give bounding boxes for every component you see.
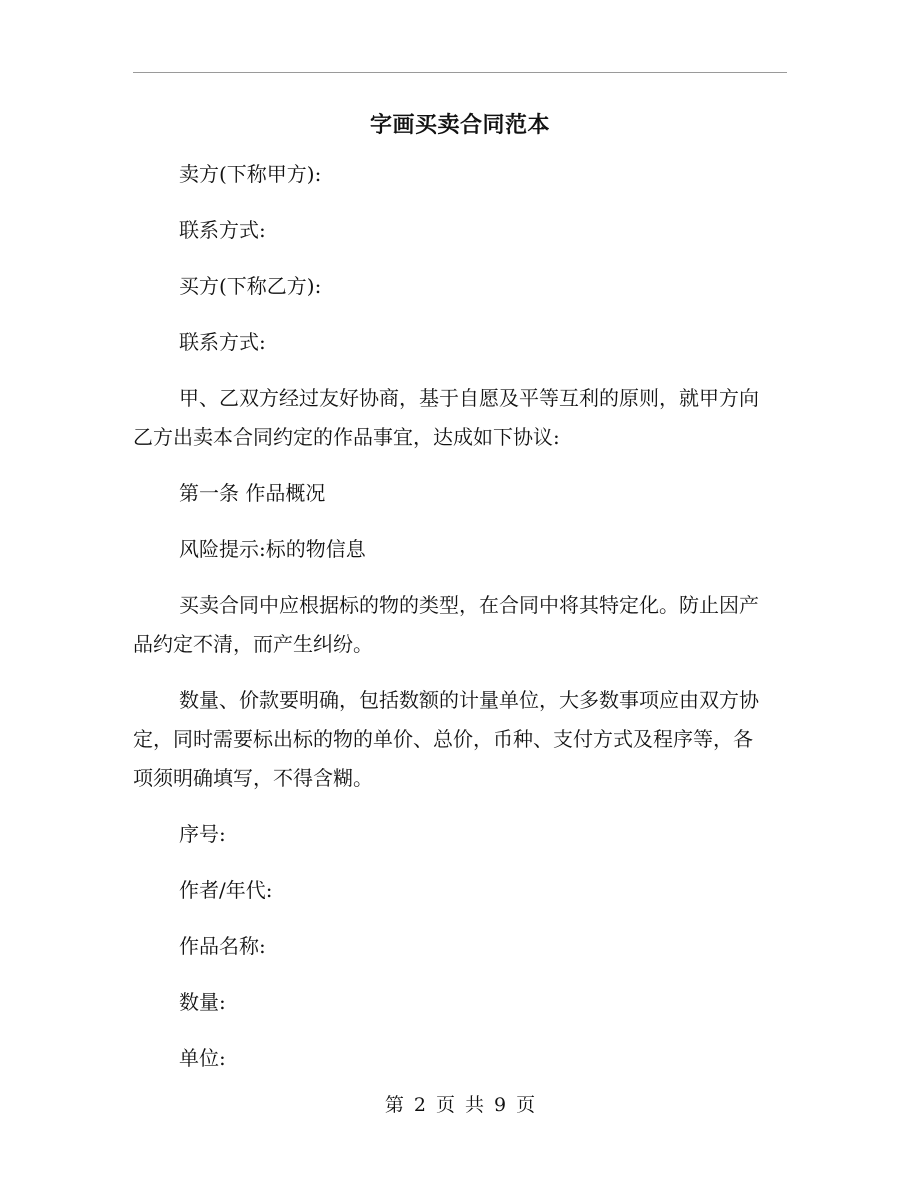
preamble-line-2: 乙方出卖本合同约定的作品事宜，达成如下协议:: [133, 425, 560, 449]
field-author-era: 作者/年代:: [179, 878, 273, 902]
risk-paragraph-1-line-1: 买卖合同中应根据标的物的类型，在合同中将其特定化。防止因产: [179, 593, 759, 617]
field-unit: 单位:: [179, 1046, 226, 1070]
buyer-contact-label: 联系方式:: [179, 330, 266, 354]
buyer-label: 买方(下称乙方):: [179, 274, 322, 298]
seller-label: 卖方(下称甲方):: [179, 162, 322, 186]
risk-paragraph-2-line-2: 定，同时需要标出标的物的单价、总价，币种、支付方式及程序等，各: [133, 727, 753, 751]
field-quantity: 数量:: [179, 990, 226, 1014]
page-number: 第 2 页 共 9 页: [384, 1094, 536, 1116]
header-rule: [133, 72, 787, 73]
seller-contact-label: 联系方式:: [179, 218, 266, 242]
risk-paragraph-2-line-1: 数量、价款要明确，包括数额的计量单位，大多数事项应由双方协: [179, 688, 759, 712]
risk-notice-heading: 风险提示:标的物信息: [179, 537, 366, 561]
field-artwork-name: 作品名称:: [179, 934, 266, 958]
document-title: 字画买卖合同范本: [369, 112, 550, 138]
field-serial-number: 序号:: [179, 822, 226, 846]
risk-paragraph-1-line-2: 品约定不清，而产生纠纷。: [133, 632, 373, 656]
preamble-line-1: 甲、乙双方经过友好协商，基于自愿及平等互利的原则，就甲方向: [179, 386, 759, 410]
risk-paragraph-2-line-3: 项须明确填写，不得含糊。: [133, 766, 373, 790]
article-one-heading: 第一条 作品概况: [179, 481, 326, 505]
